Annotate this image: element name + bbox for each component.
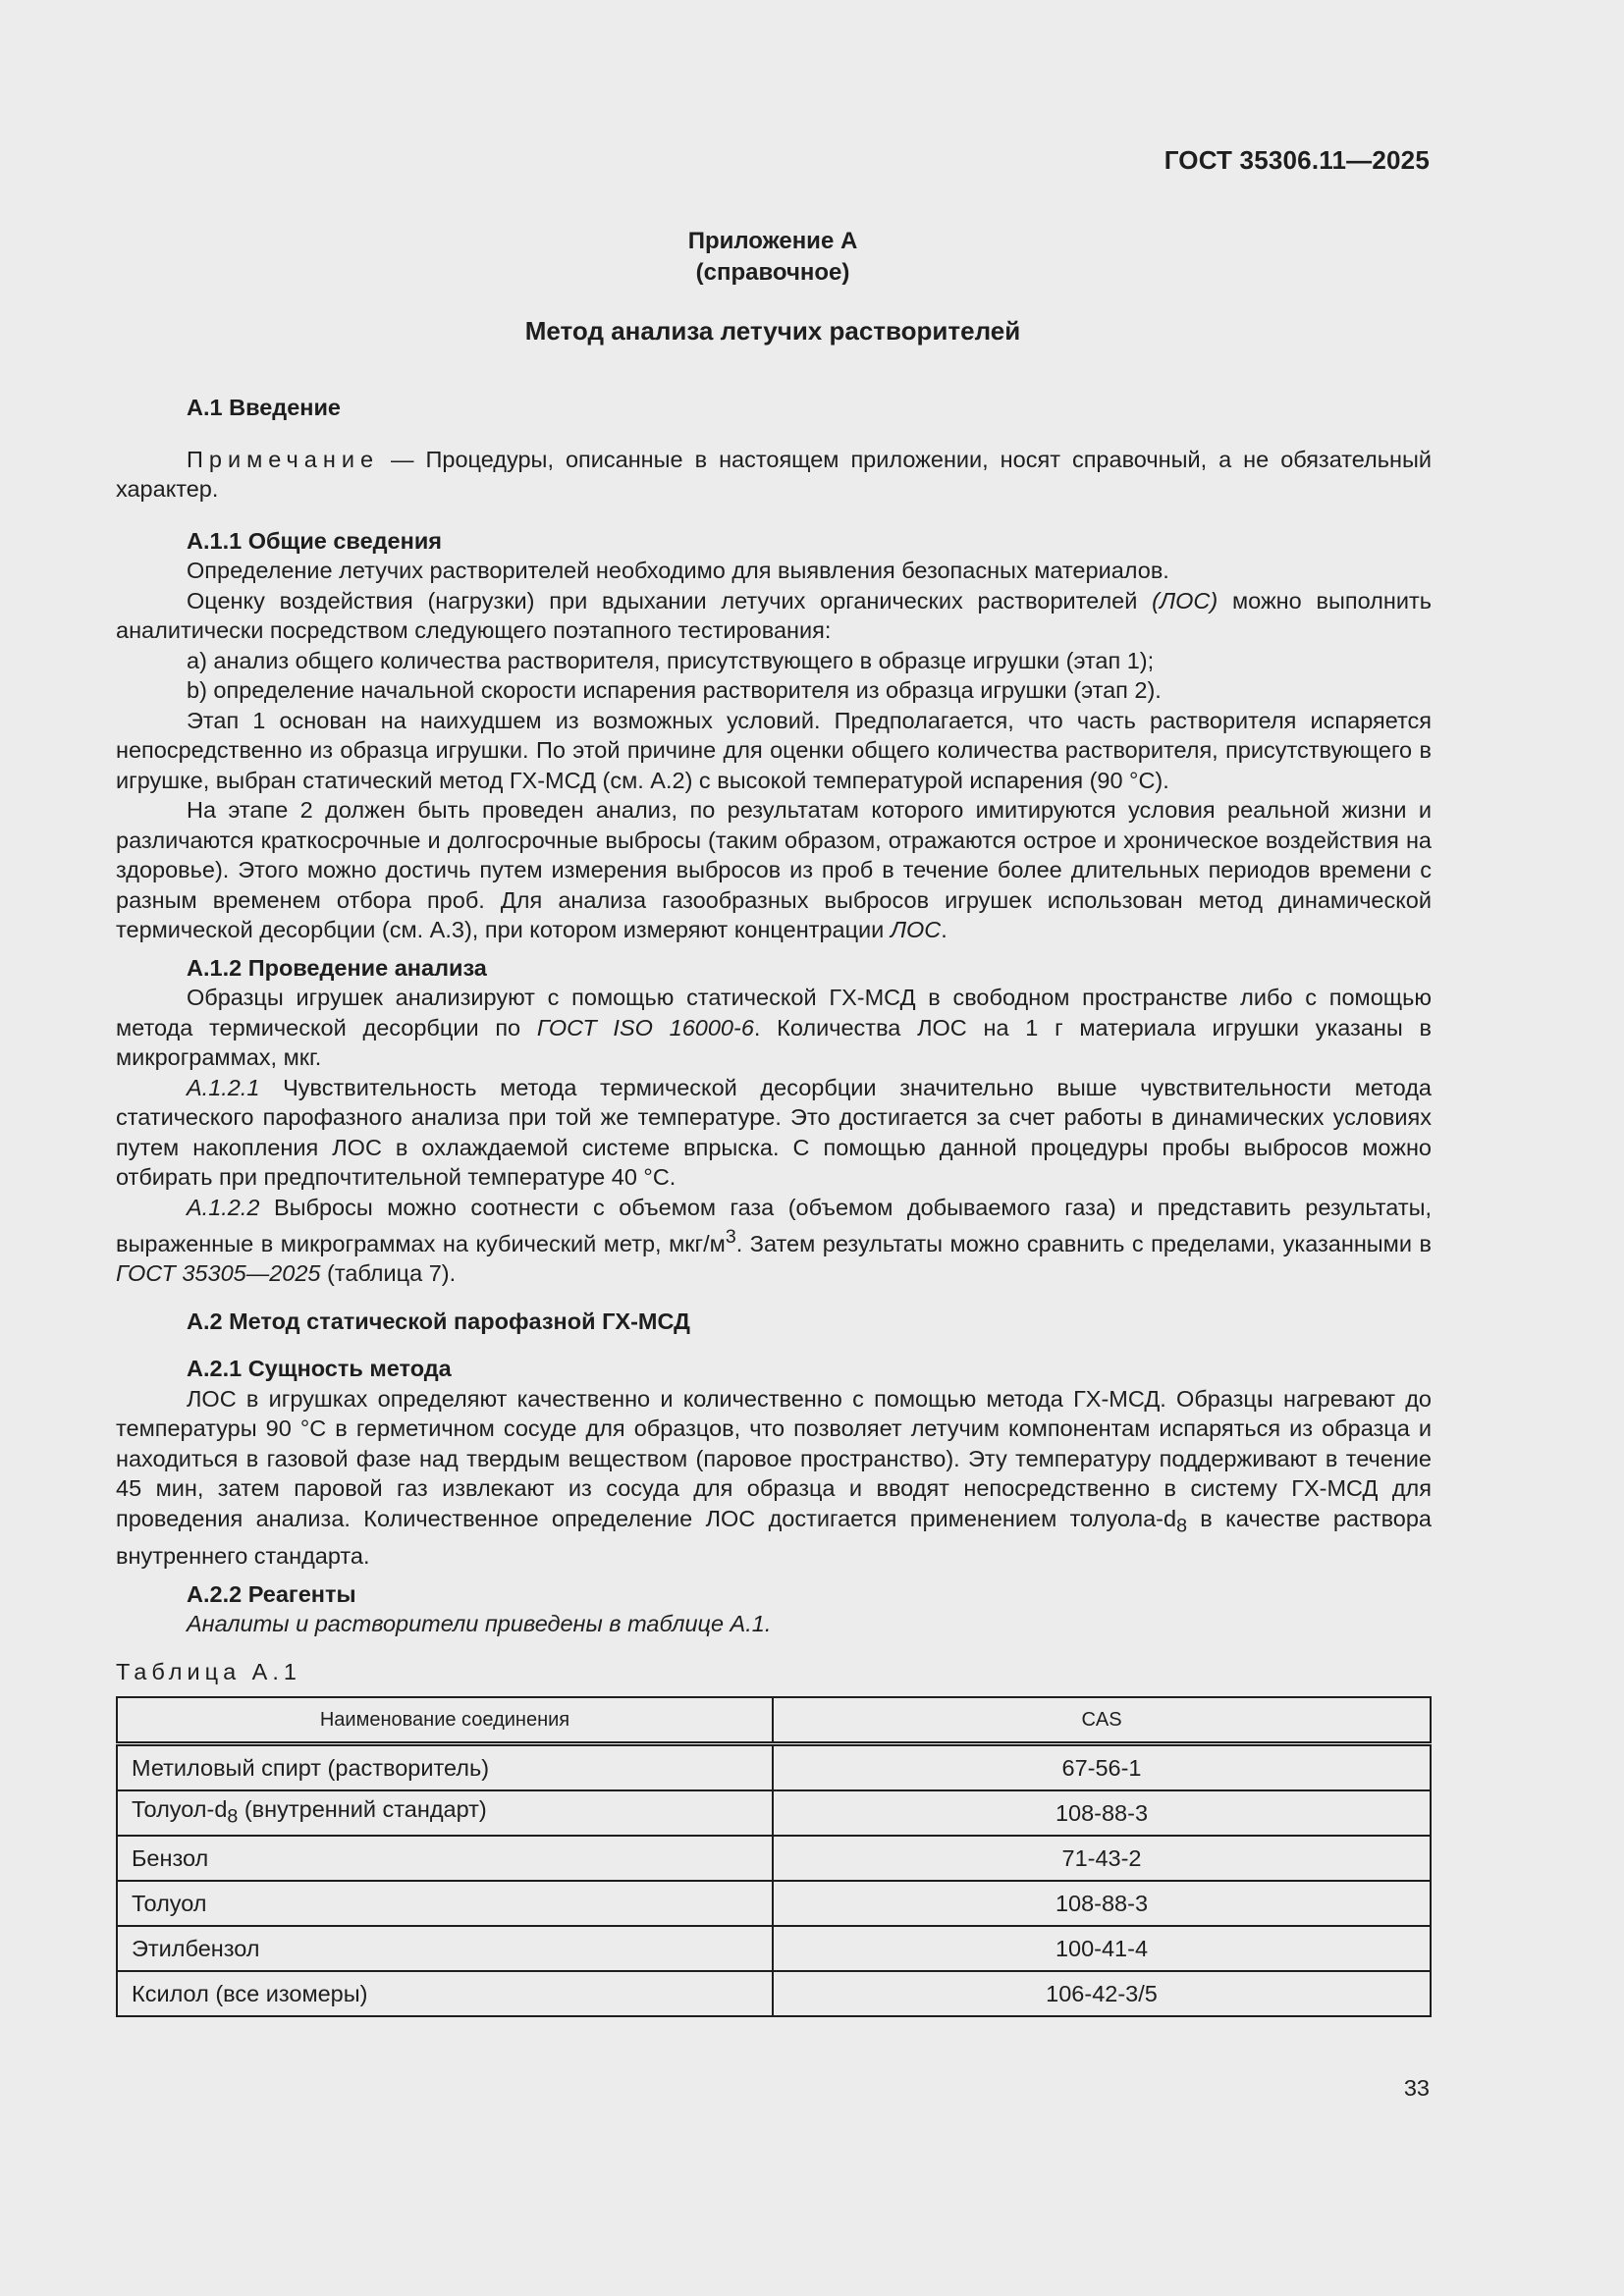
- compound-name: Толуол: [117, 1881, 773, 1926]
- section-a1-heading: А.1 Введение: [187, 395, 341, 420]
- cas-number: 108-88-3: [773, 1790, 1431, 1836]
- paragraph: Определение летучих растворителей необходимо для выявления безопасных материалов.: [187, 558, 1169, 583]
- cas-number: 108-88-3: [773, 1881, 1431, 1926]
- cas-number: 71-43-2: [773, 1836, 1431, 1881]
- compound-name: Бензол: [117, 1836, 773, 1881]
- text-run: Оценку воздействия (нагрузки) при вдыхании летучих органических растворителей: [187, 587, 1153, 614]
- text-run: .: [941, 917, 947, 942]
- text-run: Толуол-d: [132, 1795, 228, 1822]
- text-run: . Затем результаты можно сравнить с пределами, указанными в: [735, 1230, 1432, 1256]
- cas-number: 106-42-3/5: [773, 1971, 1431, 2016]
- table-caption: Таблица А.1: [116, 1658, 301, 1684]
- list-item-a: а) анализ общего количества растворителя, присутствующего в образце игрушки (этап 1);: [187, 647, 1155, 673]
- text-run: Образцы игрушек анализируют с помощью статической ГХ-МСД в свободном пространстве либо с помощью метода термической десорбции по: [116, 985, 1432, 1041]
- paragraph: [116, 586, 1432, 646]
- document-body: [116, 393, 1432, 2017]
- compounds-table: [116, 1696, 1432, 2017]
- paragraph: [116, 983, 1432, 1073]
- text-run: (таблица 7).: [320, 1260, 457, 1287]
- paragraph: Аналиты и растворители приведены в таблице А.1.: [187, 1611, 772, 1637]
- document-code: ГОСТ 35306.11—2025: [1164, 145, 1430, 175]
- paragraph: Этап 1 основан на наихудшем из возможных условий. Предполагается, что часть растворителя испаряется непосредственно из образца игрушки. По этой причине для оценки общего количества растворителя, присутствующего в игрушке, выбран статический метод ГХ-МСД (см. А.2) с высокой температурой испарения (90 °С).: [116, 707, 1432, 793]
- table-row: [117, 1744, 1431, 1791]
- paragraph: [116, 1193, 1432, 1289]
- note-paragraph: [116, 445, 1432, 505]
- compound-name: Метиловый спирт (растворитель): [117, 1744, 773, 1791]
- table-header-row: [117, 1697, 1431, 1744]
- table-row: [117, 1836, 1431, 1881]
- table-row: [117, 1881, 1431, 1926]
- cas-number: 67-56-1: [773, 1744, 1431, 1791]
- column-header: CAS: [773, 1697, 1431, 1744]
- appendix-heading: [0, 226, 1545, 289]
- compound-name: Этилбензол: [117, 1926, 773, 1971]
- standard-reference: ГОСТ ISO 16000-6: [536, 1014, 754, 1041]
- section-a22-heading: А.2.2 Реагенты: [187, 1580, 356, 1607]
- section-a2-heading: А.2 Метод статической парофазной ГХ-МСД: [187, 1308, 690, 1334]
- text-run: в качестве раствора внутреннего стандарта.: [116, 1505, 1432, 1570]
- section-a11-heading: А.1.1 Общие сведения: [187, 527, 442, 554]
- italic-term: (ЛОС): [1152, 587, 1218, 614]
- text-run: ЛОС в игрушках определяют качественно и количественно с помощью метода ГХ-МСД. Образцы нагревают до температуры 90 °С в герметичном сосуде для образцов, что позволяет летучим компонентам испаряться из образца и находиться в газовой фазе над твердым веществом (паровое пространство). Эту температуру поддерживают в течение 45 мин, затем паровой газ извлекают из сосуда для образца и вводят непосредственно в систему ГХ-МСД для проведения анализа. Количественное определение ЛОС достигается применением толуола-d: [116, 1385, 1432, 1531]
- section-a21-heading: А.2.1 Сущность метода: [187, 1356, 452, 1382]
- appendix-subtitle: (справочное): [695, 259, 850, 286]
- text-run: . Количества ЛОС на 1 г материала игрушки указаны в микрограммах, мкг.: [116, 1014, 1432, 1070]
- cas-number: 100-41-4: [773, 1926, 1431, 1971]
- table-row: [117, 1790, 1431, 1836]
- paragraph: [116, 1384, 1432, 1572]
- list-item-b: b) определение начальной скорости испарения растворителя из образца игрушки (этап 2).: [187, 677, 1162, 703]
- clause-reference: А.1.2.1: [187, 1074, 260, 1100]
- compound-name: Ксилол (все изомеры): [117, 1971, 773, 2016]
- paragraph: [116, 795, 1432, 945]
- page-number: 33: [1403, 2075, 1430, 2101]
- column-header: Наименование соединения: [117, 1697, 773, 1744]
- italic-term: ЛОС: [890, 917, 942, 942]
- compound-name: [117, 1790, 773, 1836]
- text-run: (внутренний стандарт): [238, 1795, 487, 1822]
- subscript: 8: [227, 1805, 239, 1828]
- text-run: На этапе 2 должен быть проведен анализ, по результатам которого имитируются условия реальной жизни и различаются краткосрочные и долгосрочные выбросы (таким образом, отражаются острое и хроническое воздействия на здоровье). Этого можно достичь путем измерения выбросов из проб в течение более длительных периодов времени с разным временем отбора проб. Для анализа газообразных выбросов игрушек использован метод динамической термической десорбции (см. А.3), при котором измеряют концентрации: [116, 797, 1432, 942]
- table-row: [117, 1926, 1431, 1971]
- appendix-title: Приложение А: [687, 228, 858, 254]
- superscript: 3: [725, 1226, 736, 1248]
- text-run: можно выполнить аналитически посредством следующего поэтапного тестирования:: [116, 587, 1433, 643]
- text-run: Выбросы можно соотнести с объемом газа (объемом добываемого газа) и представить результаты, выраженные в микрограммах на кубический метр, мкг/м: [116, 1194, 1432, 1256]
- note-text: — Процедуры, описанные в настоящем приложении, носят справочный, а не обязательный характер.: [116, 446, 1432, 502]
- table-row: [117, 1971, 1431, 2016]
- paragraph: [116, 1073, 1432, 1193]
- section-a12-heading: А.1.2 Проведение анализа: [187, 954, 487, 981]
- clause-reference: А.1.2.2: [187, 1194, 260, 1220]
- page-title: Метод анализа летучих растворителей: [524, 316, 1021, 346]
- standard-reference: ГОСТ 35305—2025: [116, 1260, 321, 1287]
- subscript: 8: [1176, 1515, 1187, 1537]
- text-run: Чувствительность метода термической десорбции значительно выше чувствительности метода статического парофазного анализа при той же температуре. Это достигается за счет работы в динамических условиях путем накопления ЛОС в охлаждаемой системе впрыска. С помощью данной процедуры пробы выбросов можно отбирать при предпочтительной температуре 40 °С.: [116, 1074, 1432, 1190]
- note-label: Примечание: [187, 446, 380, 472]
